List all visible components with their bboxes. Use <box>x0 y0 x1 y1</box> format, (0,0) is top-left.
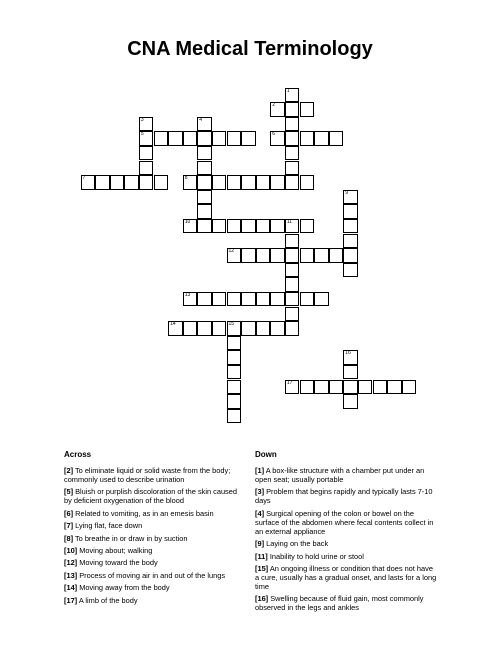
grid-cell[interactable] <box>256 219 271 234</box>
grid-cell[interactable] <box>373 380 388 395</box>
clue-number: 15 <box>228 321 235 328</box>
clue-number: 5 <box>140 131 144 138</box>
grid-cell[interactable] <box>285 380 300 395</box>
grid-cell[interactable] <box>197 117 212 132</box>
grid-cell[interactable] <box>314 131 329 146</box>
grid-cell[interactable] <box>329 380 344 395</box>
grid-cell[interactable] <box>227 409 242 424</box>
grid-cell[interactable] <box>343 204 358 219</box>
grid-cell[interactable] <box>285 292 300 307</box>
grid-cell[interactable] <box>343 350 358 365</box>
clue-down-11: [11] Inability to hold urine or stool <box>255 551 364 561</box>
grid-cell[interactable] <box>343 394 358 409</box>
grid-cell[interactable] <box>227 248 242 263</box>
clue-across-2: [2] To eliminate liquid or solid waste from the body; commonly used to describe urination <box>64 466 231 484</box>
grid-cell[interactable] <box>183 292 198 307</box>
down-clue-list <box>255 466 437 616</box>
clue-down-16: [16] Swelling because of fluid gain, most commonly observed in the legs and ankles <box>255 594 424 613</box>
grid-cell[interactable] <box>387 380 402 395</box>
grid-cell[interactable] <box>241 131 256 146</box>
grid-cell[interactable] <box>343 190 358 205</box>
grid-cell[interactable] <box>256 248 271 263</box>
clue-number: 12 <box>228 248 235 255</box>
grid-cell[interactable] <box>139 117 154 132</box>
grid-cell[interactable] <box>139 146 154 161</box>
grid-cell[interactable] <box>227 292 242 307</box>
clue-number: 9 <box>345 189 349 196</box>
clue-number: 17 <box>286 379 293 386</box>
clue-number: 4 <box>199 116 203 123</box>
grid-cell[interactable] <box>256 175 271 190</box>
grid-cell[interactable] <box>197 190 212 205</box>
clue-down-15: [15] An ongoing illness or condition that does not have a cure, usually has a gradual onset, and lasts for a long time <box>255 563 437 591</box>
grid-cell[interactable] <box>197 321 212 336</box>
grid-cell[interactable] <box>343 263 358 278</box>
grid-cell[interactable] <box>241 321 256 336</box>
grid-cell[interactable] <box>139 175 154 190</box>
grid-cell[interactable] <box>314 380 329 395</box>
grid-cell[interactable] <box>241 292 256 307</box>
grid-cell[interactable] <box>256 292 271 307</box>
grid-cell[interactable] <box>227 175 242 190</box>
page-title: CNA Medical Terminology <box>127 38 373 60</box>
clue-across-6: [6] Related to vomiting, as in an emesis basin <box>64 508 214 518</box>
grid-cell[interactable] <box>168 131 183 146</box>
grid-cell[interactable] <box>270 321 285 336</box>
grid-cell[interactable] <box>285 234 300 249</box>
clue-number: 1 <box>286 87 290 94</box>
grid-cell[interactable] <box>285 321 300 336</box>
grid-cell[interactable] <box>241 248 256 263</box>
grid-cell[interactable] <box>300 292 315 307</box>
grid-cell[interactable] <box>197 219 212 234</box>
grid-cell[interactable] <box>81 175 96 190</box>
clue-number: 8 <box>184 175 188 182</box>
grid-cell[interactable] <box>343 219 358 234</box>
down-heading: Down <box>255 450 277 459</box>
grid-cell[interactable] <box>343 365 358 380</box>
grid-cell[interactable] <box>285 161 300 176</box>
grid-cell[interactable] <box>183 175 198 190</box>
grid-cell[interactable] <box>95 175 110 190</box>
grid-cell[interactable] <box>285 146 300 161</box>
grid-cell[interactable] <box>227 131 242 146</box>
clue-down-9: [9] Laying on the back <box>255 539 329 549</box>
grid-cell[interactable] <box>212 321 227 336</box>
clue-across-12: [12] Moving toward the body <box>64 558 158 568</box>
grid-cell[interactable] <box>256 321 271 336</box>
grid-cell[interactable] <box>300 248 315 263</box>
grid-cell[interactable] <box>227 380 242 395</box>
clue-across-8: [8] To breathe in or draw in by suction <box>64 533 188 543</box>
clue-number: 11 <box>286 218 293 225</box>
grid-cell[interactable] <box>329 248 344 263</box>
clue-number: 3 <box>140 116 144 123</box>
clue-across-13: [13] Process of moving air in and out of the lungs <box>64 570 226 580</box>
grid-cell[interactable] <box>197 161 212 176</box>
grid-cell[interactable] <box>154 175 169 190</box>
clue-across-17: [17] A limb of the body <box>64 595 138 605</box>
clue-number: 7 <box>82 175 86 182</box>
grid-cell[interactable] <box>212 175 227 190</box>
grid-cell[interactable] <box>343 380 358 395</box>
grid-cell[interactable] <box>300 102 315 117</box>
grid-cell[interactable] <box>270 292 285 307</box>
grid-cell[interactable] <box>241 175 256 190</box>
grid-cell[interactable] <box>227 321 242 336</box>
grid-cell[interactable] <box>300 219 315 234</box>
grid-cell[interactable] <box>285 175 300 190</box>
grid-cell[interactable] <box>154 131 169 146</box>
grid-cell[interactable] <box>197 204 212 219</box>
grid-cell[interactable] <box>227 336 242 351</box>
grid-cell[interactable] <box>241 219 256 234</box>
grid-cell[interactable] <box>358 380 373 395</box>
clue-number: 14 <box>170 321 176 328</box>
clue-across-7: [7] Lying flat, face down <box>64 521 143 531</box>
grid-cell[interactable] <box>139 131 154 146</box>
grid-cell[interactable] <box>285 277 300 292</box>
grid-cell[interactable] <box>183 131 198 146</box>
grid-cell[interactable] <box>314 248 329 263</box>
grid-cell[interactable] <box>285 88 300 103</box>
grid-cell[interactable] <box>329 131 344 146</box>
across-heading: Across <box>64 450 92 459</box>
grid-cell[interactable] <box>270 131 285 146</box>
clue-down-3: [3] Problem that begins rapidly and typically lasts 7-10 days <box>255 487 433 506</box>
grid-cell[interactable] <box>183 219 198 234</box>
grid-cell[interactable] <box>227 394 242 409</box>
grid-cell[interactable] <box>270 219 285 234</box>
clue-number: 6 <box>272 131 276 138</box>
grid-cell[interactable] <box>212 131 227 146</box>
grid-cell[interactable] <box>139 161 154 176</box>
clue-down-1: [1] A box-like structure with a chamber put under an open seat; usually portable <box>255 466 425 484</box>
grid-cell[interactable] <box>110 175 125 190</box>
grid-cell[interactable] <box>212 292 227 307</box>
grid-cell[interactable] <box>285 263 300 278</box>
grid-cell[interactable] <box>270 248 285 263</box>
grid-cell[interactable] <box>300 131 315 146</box>
clue-number: 16 <box>345 350 351 357</box>
grid-cell[interactable] <box>300 175 315 190</box>
grid-cell[interactable] <box>285 117 300 132</box>
grid-cell[interactable] <box>197 175 212 190</box>
clue-across-5: [5] Bluish or purplish discoloration of the skin caused by deficient oxygenation of the blood <box>64 487 237 506</box>
clue-number: 2 <box>272 102 276 109</box>
grid-cell[interactable] <box>197 146 212 161</box>
grid-cell[interactable] <box>227 365 242 380</box>
grid-cell[interactable] <box>402 380 417 395</box>
grid-cell[interactable] <box>285 219 300 234</box>
grid-cell[interactable] <box>314 292 329 307</box>
across-clue-list <box>64 466 246 608</box>
grid-cell[interactable] <box>227 219 242 234</box>
grid-cell[interactable] <box>197 292 212 307</box>
clue-down-4: [4] Surgical opening of the colon or bowel on the surface of the abdomen where fecal contents collect in an external appliance <box>255 508 434 536</box>
grid-cell[interactable] <box>197 131 212 146</box>
grid-cell[interactable] <box>343 234 358 249</box>
grid-cell[interactable] <box>270 102 285 117</box>
grid-cell[interactable] <box>168 321 183 336</box>
grid-cell[interactable] <box>270 175 285 190</box>
grid-cell[interactable] <box>300 380 315 395</box>
grid-cell[interactable] <box>212 219 227 234</box>
grid-cell[interactable] <box>227 350 242 365</box>
clue-number: 10 <box>184 218 191 225</box>
clue-across-14: [14] Moving away from the body <box>64 583 170 593</box>
grid-cell[interactable] <box>285 131 300 146</box>
clue-number: 13 <box>184 291 191 298</box>
clue-across-10: [10] Moving about; walking <box>64 545 153 555</box>
grid-cell[interactable] <box>285 307 300 322</box>
grid-cell[interactable] <box>285 248 300 263</box>
grid-cell[interactable] <box>285 102 300 117</box>
grid-cell[interactable] <box>124 175 139 190</box>
grid-cell[interactable] <box>183 321 198 336</box>
grid-cell[interactable] <box>343 248 358 263</box>
